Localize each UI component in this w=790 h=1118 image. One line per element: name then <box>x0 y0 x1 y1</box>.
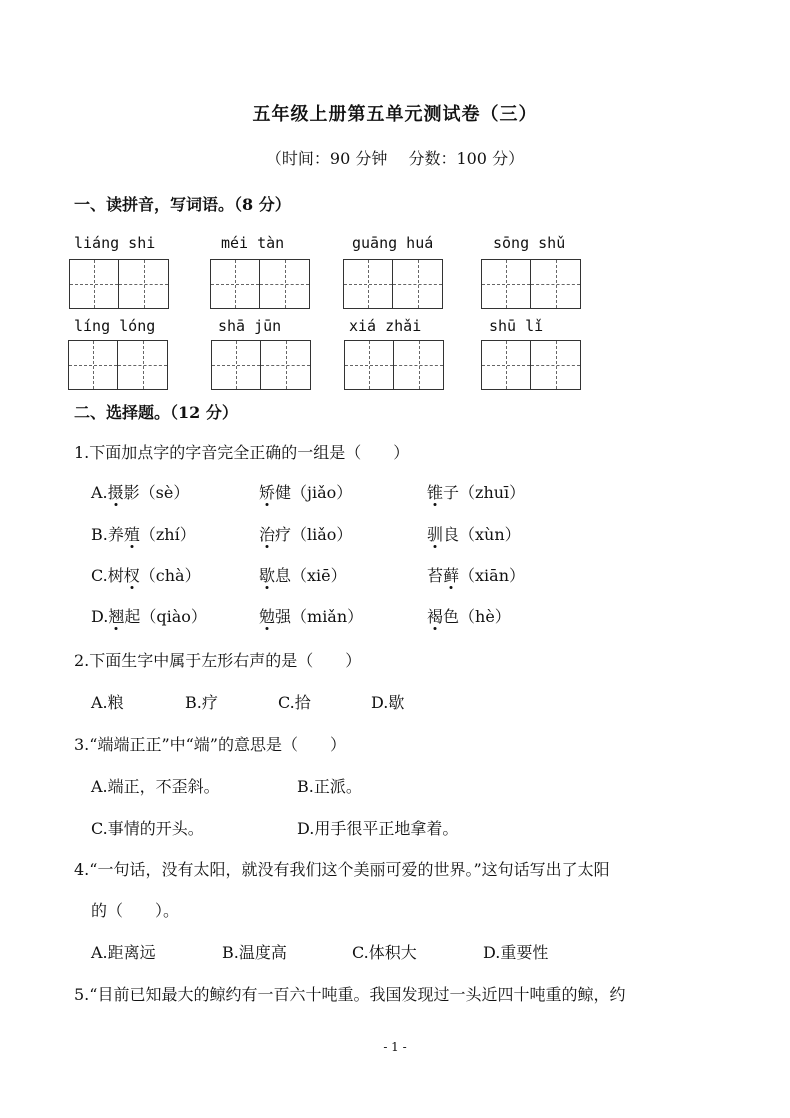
option-1a-word3: 锥子（zhuī） <box>427 483 526 502</box>
question-2: 2.下面生字中属于左形右声的是（ ） <box>74 651 362 670</box>
option-3c: C.事情的开头。 <box>91 819 204 838</box>
option-2b: B.疗 <box>185 693 218 712</box>
option-4d: D.重要性 <box>483 943 549 962</box>
option-3a: A.端正，不歪斜。 <box>91 777 220 796</box>
option-1c: C.树杈（chà） <box>91 566 201 585</box>
question-1: 1.下面加点字的字音完全正确的一组是（ ） <box>74 443 410 462</box>
question-5: 5.“目前已知最大的鲸约有一百六十吨重。我国发现过一头近四十吨重的鲸，约 <box>74 985 626 1004</box>
pinyin-label: guāng huá <box>352 234 434 252</box>
option-1c-word3: 苔藓（xiān） <box>427 566 526 585</box>
question-4: 4.“一句话，没有太阳，就没有我们这个美丽可爱的世界。”这句话写出了太阳 <box>74 860 610 879</box>
pinyin-label: méi tàn <box>221 234 285 252</box>
writing-grid[interactable] <box>481 259 581 309</box>
writing-grid[interactable] <box>344 340 444 390</box>
option-1b-word2: 治疗（liǎo） <box>259 525 353 544</box>
writing-grid[interactable] <box>343 259 443 309</box>
pinyin-label: xiá zhǎi <box>349 317 422 335</box>
pinyin-label: shū lǐ <box>489 317 544 335</box>
option-3d: D.用手很平正地拿着。 <box>297 819 459 838</box>
pinyin-label: sōng shǔ <box>493 234 566 252</box>
question-3: 3.“端端正正”中“端”的意思是（ ） <box>74 735 346 754</box>
page-number: - 1 - <box>383 1040 407 1054</box>
pinyin-label: líng lóng <box>74 317 156 335</box>
option-1a-word2: 矫健（jiǎo） <box>259 483 353 502</box>
pinyin-label: shā jūn <box>218 317 282 335</box>
writing-grid[interactable] <box>481 340 581 390</box>
option-1b: B.养殖（zhí） <box>91 525 196 544</box>
writing-grid[interactable] <box>211 340 311 390</box>
option-2a: A.粮 <box>91 693 124 712</box>
option-1d: D.翘起（qiào） <box>91 607 207 626</box>
option-1d-word3: 褐色（hè） <box>427 607 511 626</box>
page-subtitle: （时间：90 分钟 分数：100 分） <box>265 149 525 168</box>
writing-grid[interactable] <box>68 340 168 390</box>
option-1b-word3: 驯良（xùn） <box>427 525 521 544</box>
option-2c: C.拾 <box>278 693 311 712</box>
option-4c: C.体积大 <box>352 943 417 962</box>
option-2d: D.歇 <box>371 693 405 712</box>
page-title: 五年级上册第五单元测试卷（三） <box>252 104 538 125</box>
option-1c-word2: 歇息（xiē） <box>259 566 347 585</box>
option-4a: A.距离远 <box>91 943 156 962</box>
option-1d-word2: 勉强（miǎn） <box>259 607 364 626</box>
writing-grid[interactable] <box>69 259 169 309</box>
option-1a: A.摄影（sè） <box>91 483 190 502</box>
section2-heading: 二、选择题。（12 分） <box>74 403 238 422</box>
section1-heading: 一、读拼音，写词语。（8 分） <box>74 195 291 214</box>
pinyin-label: liáng shi <box>74 234 156 252</box>
writing-grid[interactable] <box>210 259 310 309</box>
option-3b: B.正派。 <box>297 777 362 796</box>
option-4b: B.温度高 <box>222 943 287 962</box>
question-4-cont: 的（ ）。 <box>91 901 180 920</box>
